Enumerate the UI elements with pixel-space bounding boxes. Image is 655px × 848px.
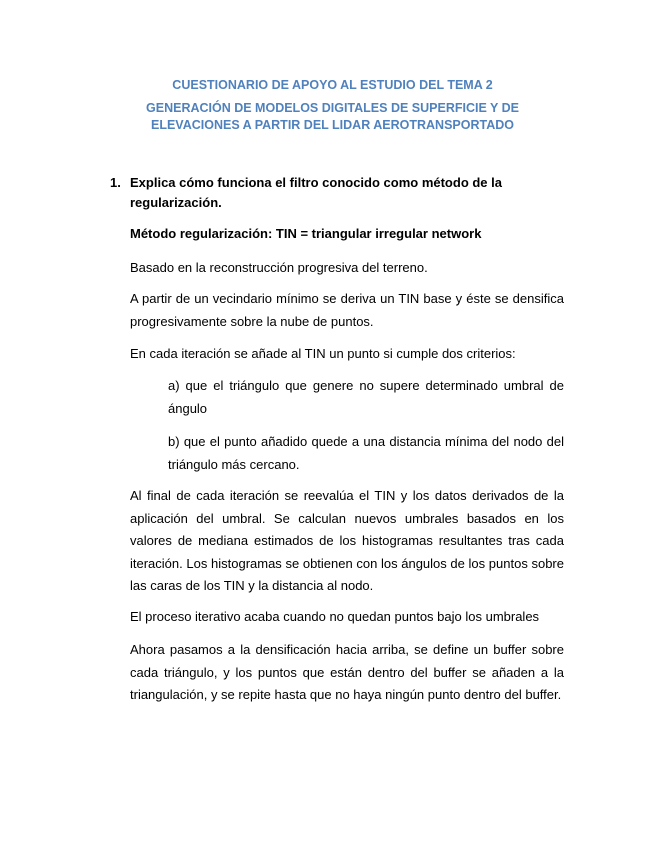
answer-paragraph-3: En cada iteración se añade al TIN un punto si cumple dos criterios:	[130, 346, 516, 361]
answer-paragraph-2: A partir de un vecindario mínimo se deriva un TIN base y éste se densifica progresivamente sobre la nube de puntos.	[130, 291, 564, 329]
answer-heading: Método regularización: TIN = triangular irregular network	[130, 226, 482, 241]
answer-paragraph-6: Ahora pasamos a la densificación hacia arriba, se define un buffer sobre cada triángulo, y los puntos que están dentro del buffer se añaden a la triangulación, y se repite hasta que no haya ningún punto dentro del buffer.	[130, 642, 564, 702]
document-subtitle: GENERACIÓN DE MODELOS DIGITALES DE SUPERFICIE Y DE ELEVACIONES A PARTIR DEL LIDAR AEROTRANSPORTADO	[146, 101, 519, 132]
criterion-b: b) que el punto añadido quede a una distancia mínima del nodo del triángulo más cercano.	[168, 434, 564, 472]
question-text: Explica cómo funciona el filtro conocido como método de la regularización.	[130, 175, 502, 210]
question-1	[110, 173, 560, 213]
question-number: 1.	[110, 175, 121, 190]
criterion-a: a) que el triángulo que genere no supere determinado umbral de ángulo	[168, 378, 564, 416]
answer-paragraph-4: Al final de cada iteración se reevalúa el TIN y los datos derivados de la aplicación del umbral. Se calculan nuevos umbrales basados en los valores de mediana estimados de los histogramas resultantes tras cada iteración. Los histogramas se obtienen con los ángulos de los puntos sobre las caras de los TIN y la distancia al nodo.	[130, 488, 564, 593]
answer-paragraph-1: Basado en la reconstrucción progresiva del terreno.	[130, 260, 428, 275]
document-title: CUESTIONARIO DE APOYO AL ESTUDIO DEL TEMA 2	[172, 78, 493, 92]
answer-paragraph-5: El proceso iterativo acaba cuando no quedan puntos bajo los umbrales	[130, 609, 540, 624]
